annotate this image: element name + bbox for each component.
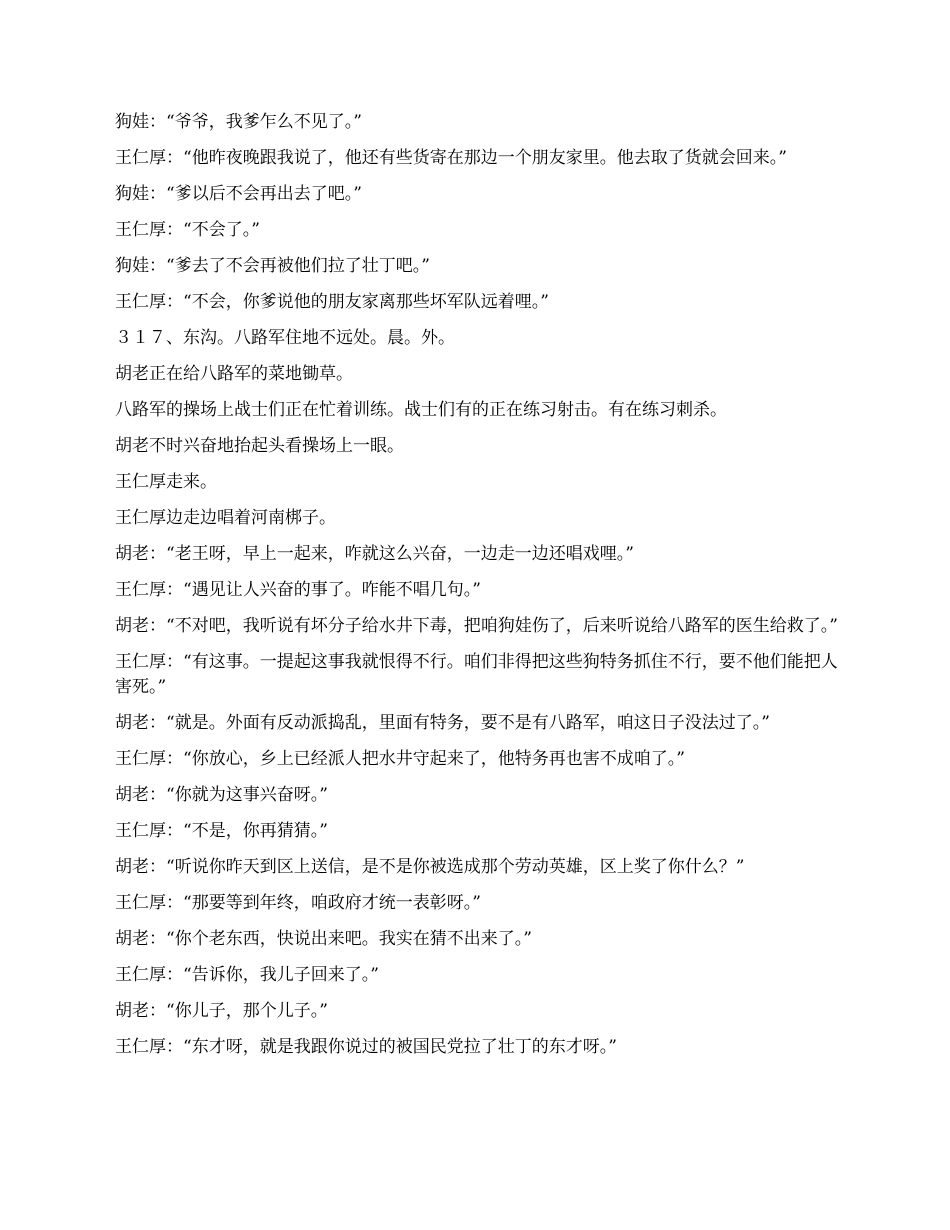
paragraph: 狗娃：“爹去了不会再被他们拉了壮丁吧。” [115,256,430,276]
paragraph: 王仁厚：“不会了。” [115,220,260,240]
paragraph: 王仁厚：“不是，你再猜猜。” [115,821,328,841]
paragraph: 王仁厚：“遇见让人兴奋的事了。咋能不唱几句。” [115,580,481,600]
paragraph: 胡老正在给八路军的菜地锄草。 [115,364,353,384]
paragraph: 王仁厚：“那要等到年终，咱政府才统一表彰呀。” [115,893,481,913]
paragraph: 胡老：“就是。外面有反动派捣乱，里面有特务，要不是有八路军，咱这日子没法过了。” [115,713,770,733]
paragraph: 胡老：“听说你昨天到区上送信，是不是你被选成那个劳动英雄，区上奖了你什么？” [115,857,745,877]
paragraph: 胡老：“你个老东西，快说出来吧。我实在猜不出来了。” [115,929,532,949]
paragraph: 王仁厚：“你放心，乡上已经派人把水井守起来了，他特务再也害不成咱了。” [115,749,685,769]
paragraph: 狗娃：“爹以后不会再出去了吧。” [115,184,362,204]
scene-heading: ３１７、东沟。八路军住地不远处。晨。外。 [115,328,455,348]
paragraph: 胡老不时兴奋地抬起头看操场上一眼。 [115,436,404,456]
document-body [115,110,840,1071]
paragraph: 胡老：“你儿子，那个儿子。” [115,1001,328,1021]
paragraph: 王仁厚：“东才呀，就是我跟你说过的被国民党拉了壮丁的东才呀。” [115,1037,617,1057]
paragraph: 王仁厚边走边唱着河南梆子。 [115,508,336,528]
paragraph: 王仁厚走来。 [115,472,217,492]
paragraph: 胡老：“不对吧，我听说有坏分子给水井下毒，把咱狗娃伤了，后来听说给八路军的医生给救了。” [115,616,838,636]
paragraph: 王仁厚：“告诉你，我儿子回来了。” [115,965,379,985]
paragraph: 王仁厚：“他昨夜晚跟我说了，他还有些货寄在那边一个朋友家里。他去取了货就会回来。” [115,148,787,168]
paragraph: 狗娃：“爷爷，我爹乍么不见了。” [115,112,362,132]
paragraph: 八路军的操场上战士们正在忙着训练。战士们有的正在练习射击。有在练习刺杀。 [115,400,727,420]
paragraph: 王仁厚：“有这事。一提起这事我就恨得不行。咱们非得把这些狗特务抓住不行，要不他们能把人害死。” [115,652,838,697]
paragraph: 王仁厚：“不会，你爹说他的朋友家离那些坏军队远着哩。” [115,292,549,312]
paragraph: 胡老：“老王呀，早上一起来，咋就这么兴奋，一边走一边还唱戏哩。” [115,544,634,564]
paragraph: 胡老：“你就为这事兴奋呀。” [115,785,328,805]
